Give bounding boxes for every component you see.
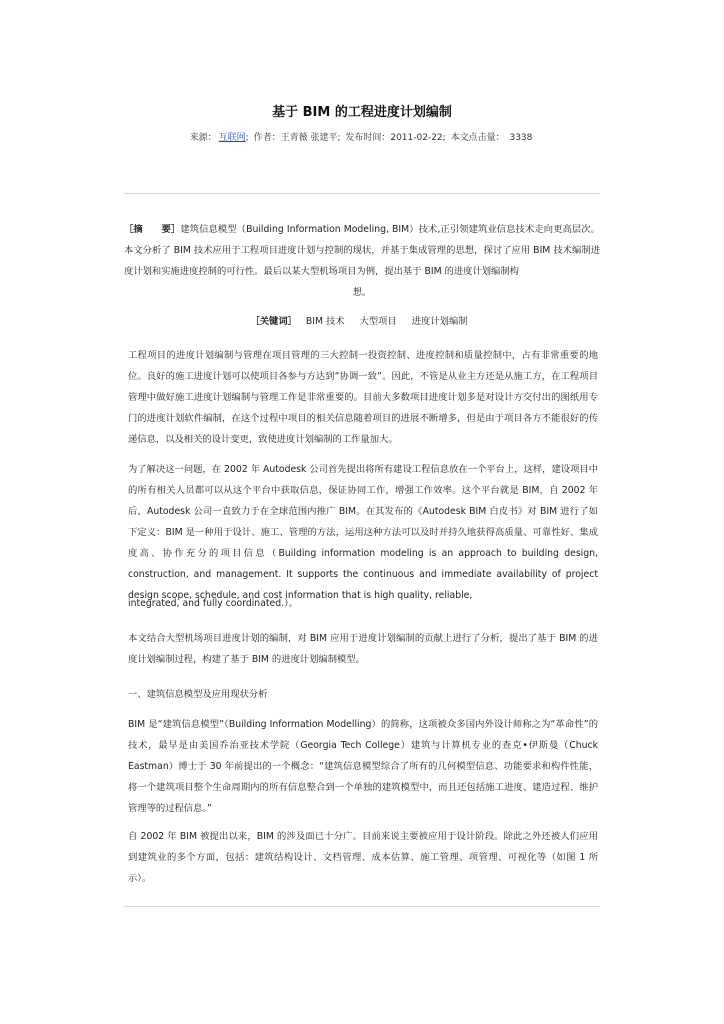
abstract-label: ［摘 要］ xyxy=(124,224,181,235)
paragraph-4: BIM 是“建筑信息模型”（Building Information Modelling）的简称，这项被众多国内外设计师称之为“革命性”的技术，最早是由美国乔治亚技术学院（Georgia Tech College）建筑与计算机专业的查克•伊斯曼（Chuck Eastman）博士于 30 年前提出的一个概念：“建筑信息模型综合了所有的几何模型信息、功能要求和构件性能，将一个建筑项目整个生命周期内的所有信息整合到一个单独的建筑模型中，而且还包括施工进度、建造过程、维护管理等的过程信息。” xyxy=(128,719,598,814)
section-heading: 一、建筑信息模型及应用现状分析 xyxy=(128,689,268,700)
clicks-label: 本文点击量： xyxy=(450,133,505,143)
source-link[interactable]: 互联网 xyxy=(218,133,246,143)
article-title: 基于 BIM 的工程进度计划编制 xyxy=(272,105,452,120)
divider-top xyxy=(124,193,600,194)
keyword-item: 大型项目 xyxy=(359,316,397,327)
clicks-count: 3338 xyxy=(509,133,533,143)
article-meta xyxy=(0,130,724,143)
abstract-text: 建筑信息模型（Building Information Modeling, BIM）技术,正引领建筑业信息技术走向更高层次。本文分析了 BIM 技术应用于工程项目进度计划与控制的现状，并基于集成管理的思想，探讨了应用 BIM 技术编制进度计划和实施进度控制的可行性。最后以某大型机场项目为例，提出基于 BIM 的进度计划编制构 xyxy=(124,224,600,277)
paragraph-3: 本文结合大型机场项目进度计划的编制，对 BIM 应用于进度计划编制的贡献上进行了分析，提出了基于 BIM 的进度计划编制过程，构建了基于 BIM 的进度计划编制模型。 xyxy=(128,633,598,665)
abstract-end: 想。 xyxy=(352,287,372,298)
paragraph-5: 自 2002 年 BIM 被提出以来，BIM 的涉及面已十分广。目前来说主要被应用于设计阶段。除此之外还被人们应用到建筑业的多个方面，包括：建筑结构设计、文档管理、成本估算、施工管理、项管理、可视化等（如图 1 所示）。 xyxy=(128,831,598,884)
divider-bottom xyxy=(124,906,600,907)
keyword-item: BIM 技术 xyxy=(305,316,345,327)
keyword-item: 进度计划编制 xyxy=(411,316,468,327)
keywords xyxy=(0,313,724,327)
paragraph-2-end: integrated, and fully coordinated.）。 xyxy=(128,598,299,609)
abstract xyxy=(124,219,600,303)
paragraph-1: 工程项目的进度计划编制与管理在项目管理的三大控制一投资控制、进度控制和质量控制中，占有非常重要的地位。良好的施工进度计划可以使项目各参与方达到“协调一致”。因此，不管是从业主方还是从施工方，在工程项目管理中做好施工进度计划编制与管理工作是非常重要的。目前大多数项目进度计划多是对设计方交付出的图纸用专门的进度计划软件编制，在这个过程中项目的相关信息随着项目的进展不断增多，但是由于项目各方不能很好的传递信息，以及相关的设计变更，致使进度计划编制的工作量加大。 xyxy=(128,350,598,445)
paragraph-2: 为了解决这一问题，在 2002 年 Autodesk 公司首先提出将所有建设工程信息放在一个平台上，这样，建设项目中的所有相关人员都可以从这个平台中获取信息，保证协同工作，增强工作效率。这个平台就是 BIM，自 2002 年后，Autodesk 公司一直致力于在全球范围内推广 BIM。在其发布的《Autodesk BIM 白皮书》对 BIM 进行了如下定义：BIM 是一种用于设计、施工、管理的方法，运用这种方法可以及时并持久地获得高质量、可靠性好、集成度高、协作充分的项目信息（Building information modeling is an approach to building design, construction, and management. It supports the continuous and immediate availability of project design scope, schedule, and cost information that is high quality, reliable, xyxy=(128,464,598,601)
keywords-label: ［关键词］ xyxy=(250,316,297,327)
source-label: 来源： xyxy=(189,133,217,143)
author-text: 作者：王青薇 张建平; xyxy=(253,133,341,143)
source-separator: ; xyxy=(245,133,249,143)
publish-date: 发布时间：2011-02-22; xyxy=(345,133,446,143)
